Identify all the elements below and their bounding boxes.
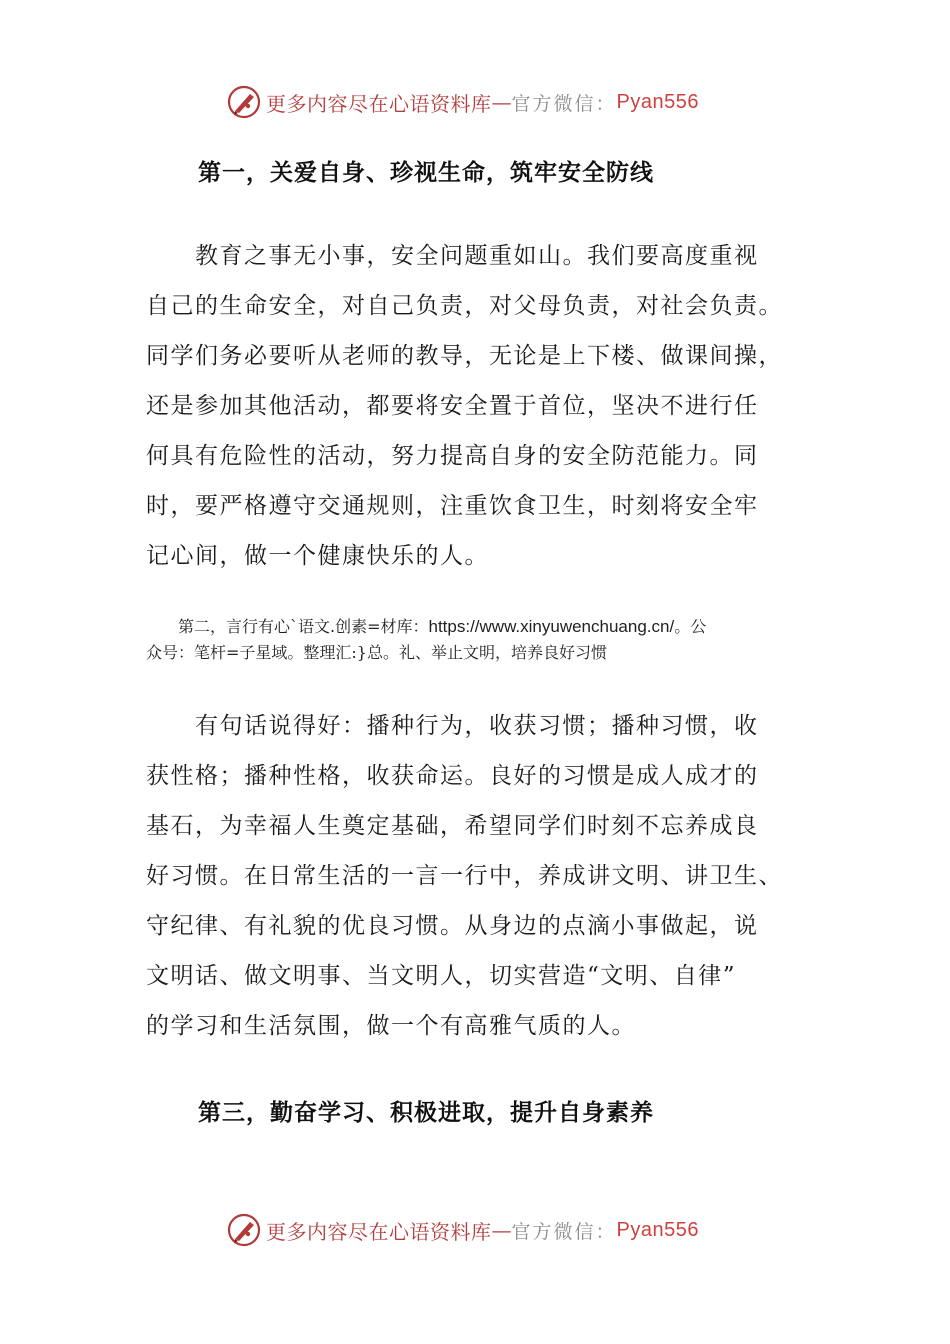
banner-text: 更多内容尽在心语资料库 — [266, 91, 492, 116]
wechat-id: Pyan556 — [616, 90, 699, 113]
section3-heading: 第三，勤奋学习、积极进取，提升自身素养 — [198, 1100, 654, 1126]
section1-paragraph — [146, 231, 806, 581]
section2-heading-line2: 众号：笔杆=子星域。整理汇:}总。礼、举止文明，培养良好习惯 — [146, 643, 607, 662]
section2-heading-line1 — [146, 614, 806, 640]
section2-heading — [146, 614, 806, 666]
paragraph-line: 有句话说得好：播种行为，收获习惯；播种习惯，收 — [146, 713, 759, 739]
paragraph-line: 好习惯。在日常生活的一言一行中，养成讲文明、讲卫生、 — [146, 863, 783, 889]
paragraph-line: 同学们务必要听从老师的教导，无论是上下楼、做课间操， — [146, 343, 783, 369]
paragraph-line: 自己的生命安全，对自己负责，对父母负责，对社会负责。 — [146, 293, 783, 319]
pen-logo-icon — [226, 84, 262, 120]
section2-heading-prefix: 第二，言行有心`语文.创素=材库： — [146, 617, 429, 636]
paragraph-line: 守纪律、有礼貌的优良习惯。从身边的点滴小事做起，说 — [146, 913, 759, 939]
paragraph-line: 文明话、做文明事、当文明人，切实营造“文明、自律” — [146, 963, 737, 989]
section2-heading-suffix: 。公 — [674, 617, 707, 636]
paragraph-line: 还是参加其他活动，都要将安全置于首位，坚决不进行任 — [146, 393, 759, 419]
banner-text: 更多内容尽在心语资料库 — [266, 1219, 492, 1244]
wechat-label: 官方微信： — [511, 92, 617, 115]
paragraph-line: 的学习和生活氛围，做一个有高雅气质的人。 — [146, 1013, 636, 1039]
banner-separator: — — [491, 1218, 512, 1242]
wechat-label: 官方微信： — [511, 1220, 617, 1243]
paragraph-line: 记心间，做一个健康快乐的人。 — [146, 543, 489, 569]
footer-banner — [226, 1210, 699, 1250]
section2-paragraph — [146, 701, 806, 1051]
paragraph-line: 基石，为幸福人生奠定基础，希望同学们时刻不忘养成良 — [146, 813, 759, 839]
paragraph-line: 何具有危险性的活动，努力提高自身的安全防范能力。同 — [146, 443, 759, 469]
source-url[interactable]: https://www.xinyuwenchuang.cn/ — [428, 617, 675, 636]
wechat-id: Pyan556 — [616, 1218, 699, 1241]
section1-heading: 第一，关爱自身、珍视生命，筑牢安全防线 — [198, 160, 654, 186]
paragraph-line: 教育之事无小事，安全问题重如山。我们要高度重视 — [146, 243, 759, 269]
pen-logo-icon — [226, 1212, 262, 1248]
header-banner — [226, 82, 699, 122]
banner-separator: — — [491, 90, 512, 114]
paragraph-line: 获性格；播种性格，收获命运。良好的习惯是成人成才的 — [146, 763, 759, 789]
paragraph-line: 时，要严格遵守交通规则，注重饮食卫生，时刻将安全牢 — [146, 493, 759, 519]
